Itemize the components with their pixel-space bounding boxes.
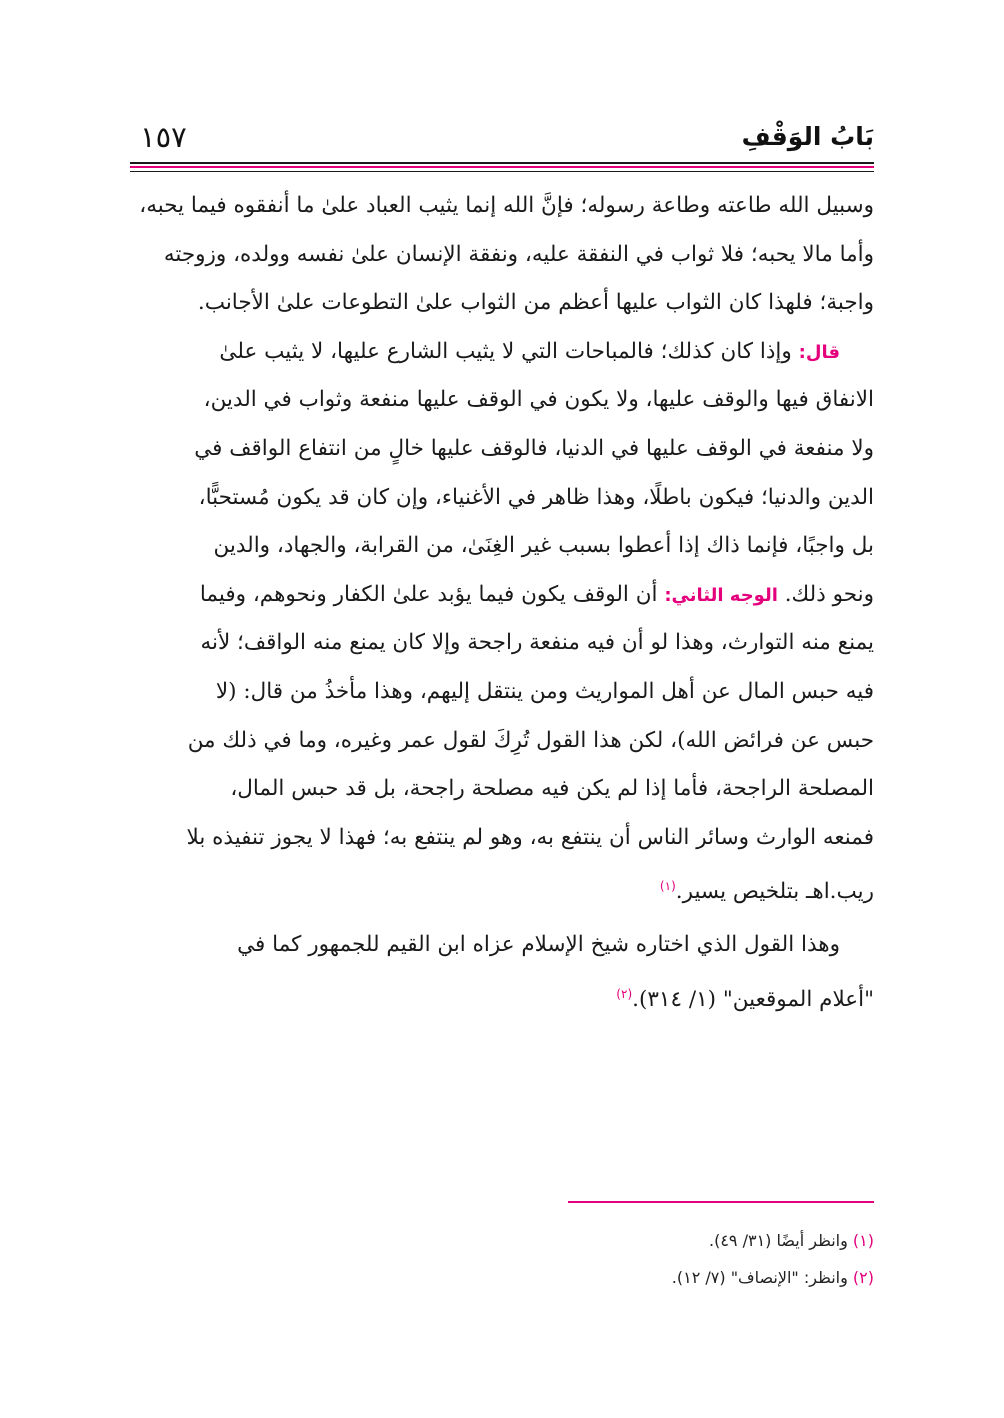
wajh-after: أن الوقف يكون فيما يؤبد علىٰ الكفار ونحوهم، وفيما [199, 581, 665, 607]
text-line: وسبيل الله طاعته وطاعة رسوله؛ فإنَّ الله إنما يثيب العباد علىٰ ما أنفقوه فيما يحبه، [139, 193, 874, 218]
footnotes [130, 1222, 874, 1296]
text-line: الدين والدنيا؛ فيكون باطلًا، وهذا ظاهر في الأغنياء، وإن كان قد يكون مُستحبًّا، [198, 484, 874, 510]
footnote-1 [130, 1222, 874, 1259]
para2-line-2 [130, 970, 874, 1019]
text-line: واجبة؛ فلهذا كان الثواب عليها أعظم من الثواب علىٰ التطوعات علىٰ الأجانب. [197, 290, 874, 316]
footnote-separator [568, 1201, 874, 1203]
qal-label: قال: [798, 341, 840, 363]
text-line: وأما مالا يحبه؛ فلا ثواب في النفقة عليه، ونفقة الإنسان علىٰ نفسه وولده، وزوجته [163, 241, 874, 267]
text-line: الانفاق فيها والوقف عليها، ولا يكون في الوقف عليها منفعة وثواب في الدين، [203, 387, 874, 413]
footnote-2 [130, 1259, 874, 1296]
qal-text: وإذا كان كذلك؛ فالمباحات التي لا يثيب الشارع عليها، لا يثيب علىٰ [219, 338, 799, 364]
page-header [130, 118, 874, 162]
header-rule-thin [130, 171, 874, 172]
text-line: حبس عن فرائض الله)، لكن هذا القول تُرِكَ لقول عمر وغيره، وما في ذلك من [187, 727, 874, 753]
footnote-ref-2[interactable]: (٢) [616, 986, 633, 1001]
para2-line: وهذا القول الذي اختاره شيخ الإسلام عزاه ابن القيم للجمهور كما في [237, 931, 840, 957]
body-text [130, 182, 874, 1018]
footnote-ref-1[interactable]: (١) [659, 879, 676, 894]
footnote-number: (٢) [852, 1268, 874, 1287]
footnote-number: (١) [852, 1231, 874, 1250]
wajh-line [130, 571, 874, 620]
chapter-title: بَابُ الوَقْفِ [741, 122, 874, 151]
header-accent-rule [130, 166, 874, 168]
qal-paragraph-line [130, 328, 874, 377]
text-line: بل واجبًا، فإنما ذاك إذا أعطوا بسبب غير الغِنَىٰ، من القرابة، والجهاد، والدين [213, 533, 874, 559]
header-rule [130, 162, 874, 164]
footnote-text: وانظر أيضًا (٣١/ ٤٩). [708, 1231, 853, 1250]
para2-text: "أعلام الموقعين" (١/ ٣١٤). [632, 986, 874, 1012]
text-line: يمنع منه التوارث، وهذا لو أن فيه منفعة راجحة وإلا كان يمنع منه الواقف؛ لأنه [200, 630, 874, 656]
wajh-label: الوجه الثاني: [664, 584, 778, 606]
text-line: فمنعه الوارث وسائر الناس أن ينتفع به، وهو لم ينتفع به؛ فهذا لا يجوز تنفيذه بلا [186, 824, 874, 850]
footnote-text: وانظر: "الإنصاف" (٧/ ١٢). [671, 1268, 853, 1287]
page-number: ١٥٧ [140, 120, 187, 154]
last-line [130, 862, 874, 911]
wajh-before: ونحو ذلك. [777, 581, 874, 607]
last-line-text: ريب.اهـ بتلخيص يسير. [675, 879, 874, 905]
text-line: فيه حبس المال عن أهل المواريث ومن ينتقل إليهم، وهذا مأخذُ من قال: (لا [215, 678, 874, 704]
text-line: المصلحة الراجحة، فأما إذا لم يكن فيه مصلحة راجحة، بل قد حبس المال، [230, 776, 874, 802]
text-line: ولا منفعة في الوقف عليها في الدنيا، فالوقف عليها خالٍ من انتفاع الواقف في [194, 435, 874, 461]
